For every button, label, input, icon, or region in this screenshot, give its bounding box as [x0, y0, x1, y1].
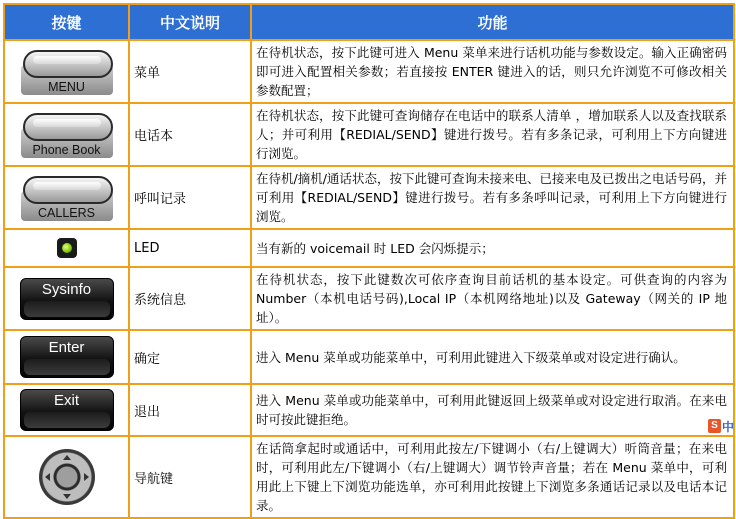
header-desc-cn: 中文说明: [129, 4, 251, 40]
table-row: [4, 267, 734, 330]
ime-mode-label: 中: [722, 419, 735, 434]
key-name: 系统信息: [129, 267, 251, 330]
key-name: 导航键: [129, 436, 251, 518]
key-cell: [4, 103, 129, 166]
key-label: Enter: [48, 339, 85, 356]
key-name: LED: [129, 229, 251, 267]
key-description: 当有新的 voicemail 时 LED 会闪烁提示；: [251, 229, 734, 267]
sogou-ime-icon[interactable]: [708, 418, 736, 434]
key-description: 在话筒拿起时或通话中，可利用此按左/下键调小（右/上键调大）听筒音量；在来电时，可利用此左/下键调小（右/上键调大）调节铃声音量；若在 Menu 菜单中，可利用此上下键上下浏览功能选单，亦可利用此按键上下浏览多条通话记录以及电话本记录。: [251, 436, 734, 518]
menu-key-icon: [21, 49, 113, 95]
led-indicator-icon: [57, 238, 77, 258]
key-description: 在待机状态，按下此键数次可依序查询目前话机的基本设定。可供查询的内容为 Number（本机电话号码),Local IP（本机网络地址)以及 Gateway（网关的 IP 地址）。: [251, 267, 734, 330]
key-label: MENU: [48, 79, 85, 94]
key-label: Sysinfo: [41, 280, 92, 298]
key-description: 在待机/摘机/通话状态，按下此键可查询未接来电、已接来电及已拨出之电话号码，并可利用【REDIAL/SEND】键进行拨号。若有多条呼叫记录，可利用上下方向键进行浏览。: [251, 166, 734, 229]
header-key: 按键: [4, 4, 129, 40]
key-name: 菜单: [129, 40, 251, 103]
navigation-key-icon: [39, 449, 95, 505]
key-cell: [4, 330, 129, 384]
key-label: Phone Book: [32, 142, 101, 157]
key-label: Exit: [53, 392, 79, 409]
table-row: [4, 40, 734, 103]
table-row: [4, 330, 734, 384]
table-row: [4, 166, 734, 229]
key-description: 进入 Menu 菜单或功能菜单中，可利用此键进入下级菜单或对设定进行确认。: [251, 330, 734, 384]
key-name: 退出: [129, 384, 251, 436]
key-name: 呼叫记录: [129, 166, 251, 229]
key-cell: [4, 267, 129, 330]
key-description: 在待机状态，按下此键可进入 Menu 菜单来进行话机功能与参数设定。输入正确密码即可进入配置相关参数；若直接按 ENTER 键进入的话，则只允许浏览不可修改相关参数配置；: [251, 40, 734, 103]
key-description: 进入 Menu 菜单或功能菜单中，可利用此键返回上级菜单或对设定进行取消。在来电时可按此键拒绝。: [251, 384, 734, 436]
key-name: 电话本: [129, 103, 251, 166]
key-description: 在待机状态，按下此键可查询储存在电话中的联系人清单 ，增加联系人以及查找联系人；并可利用【REDIAL/SEND】键进行拨号。若有多条记录，可利用上下方向键进行浏览。: [251, 103, 734, 166]
key-name: 确定: [129, 330, 251, 384]
sysinfo-key-icon: [20, 278, 114, 320]
key-label: CALLERS: [38, 205, 95, 220]
table-row: [4, 229, 734, 267]
exit-key-icon: [20, 389, 114, 431]
table-row: [4, 384, 734, 436]
key-cell: [4, 229, 129, 267]
ime-logo: S: [708, 419, 721, 433]
enter-key-icon: [20, 336, 114, 378]
key-cell: [4, 166, 129, 229]
key-cell: [4, 40, 129, 103]
key-function-table: [3, 3, 735, 519]
header-row: [4, 4, 734, 40]
header-function: 功能: [251, 4, 734, 40]
callers-key-icon: [21, 175, 113, 221]
key-cell: [4, 384, 129, 436]
phonebook-key-icon: [21, 112, 113, 158]
table-row: [4, 103, 734, 166]
